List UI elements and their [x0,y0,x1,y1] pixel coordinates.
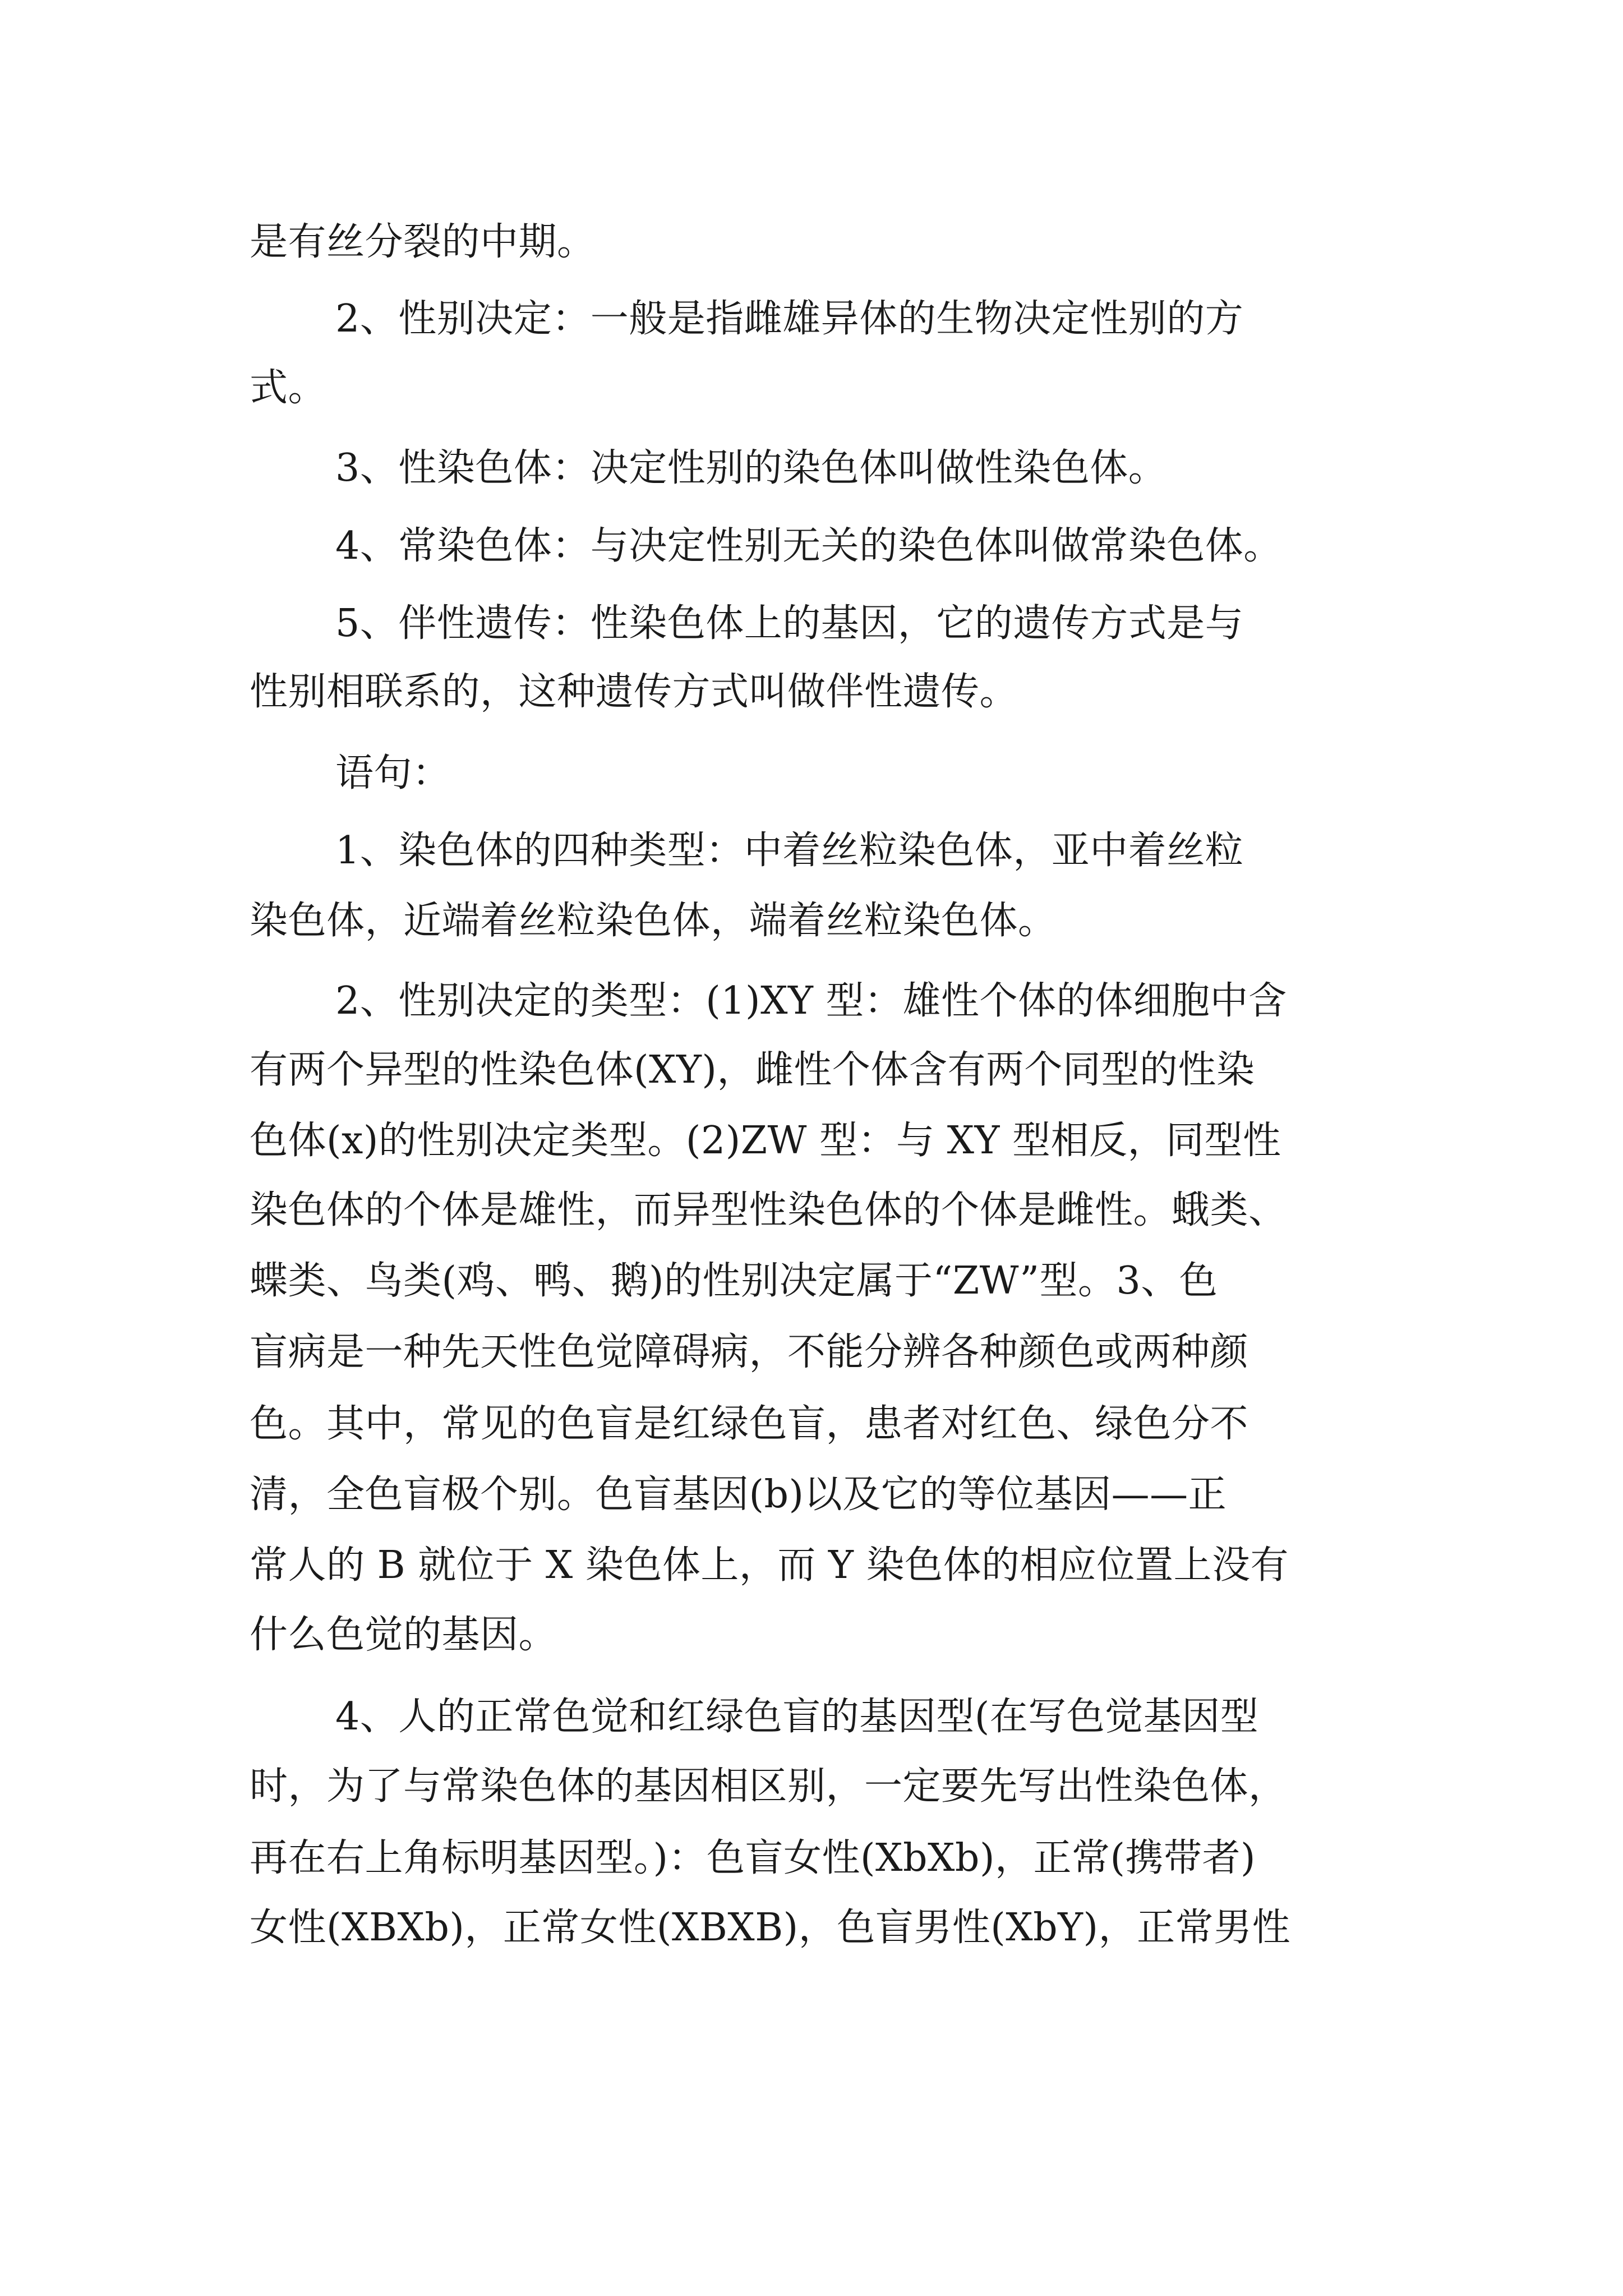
text-line-6: 5、伴性遗传：性染色体上的基因，它的遗传方式是与 [335,601,1244,646]
text-line-20: 什么色觉的基因。 [250,1613,557,1657]
text-line-1: 是有丝分裂的中期。 [250,220,596,264]
text-line-4: 3、性染色体：决定性别的染色体叫做性染色体。 [335,446,1167,490]
text-line-3: 式。 [250,366,327,410]
text-line-7: 性别相联系的，这种遗传方式叫做伴性遗传。 [250,670,1018,714]
text-line-18: 清，全色盲极个别。色盲基因(b)以及它的等位基因——正 [250,1473,1227,1517]
text-line-14: 染色体的个体是雄性，而异型性染色体的个体是雌性。蛾类、 [250,1188,1287,1232]
text-line-11: 2、性别决定的类型：(1)XY 型：雄性个体的体细胞中含 [335,979,1287,1023]
text-line-16: 盲病是一种先天性色觉障碍病，不能分辨各种颜色或两种颜 [250,1330,1249,1374]
text-line-21: 4、人的正常色觉和红绿色盲的基因型(在写色觉基因型 [335,1695,1259,1739]
text-line-9: 1、染色体的四种类型：中着丝粒染色体，亚中着丝粒 [335,829,1244,873]
text-line-15: 蝶类、鸟类(鸡、鸭、鹅)的性别决定属于“ZW”型。3、色 [250,1259,1218,1303]
text-line-2: 2、性别决定：一般是指雌雄异体的生物决定性别的方 [335,297,1244,341]
text-line-13: 色体(x)的性别决定类型。(2)ZW 型：与 XY 型相反，同型性 [250,1119,1281,1163]
text-line-22: 时，为了与常染色体的基因相区别，一定要先写出性染色体， [250,1764,1287,1809]
text-line-5: 4、常染色体：与决定性别无关的染色体叫做常染色体。 [335,524,1282,568]
text-line-19: 常人的 B 就位于 X 染色体上，而 Y 染色体的相应位置上没有 [250,1543,1289,1588]
text-line-24: 女性(XBXb)，正常女性(XBXB)，色盲男性(XbY)，正常男性 [250,1906,1291,1950]
text-line-8: 语句： [335,751,451,795]
text-line-23: 再在右上角标明基因型。)：色盲女性(XbXb)，正常(携带者) [250,1836,1256,1880]
text-line-17: 色。其中，常见的色盲是红绿色盲，患者对红色、绿色分不 [250,1402,1249,1446]
text-line-10: 染色体，近端着丝粒染色体，端着丝粒染色体。 [250,899,1057,943]
text-line-12: 有两个异型的性染色体(XY)，雌性个体含有两个同型的性染 [250,1048,1255,1092]
